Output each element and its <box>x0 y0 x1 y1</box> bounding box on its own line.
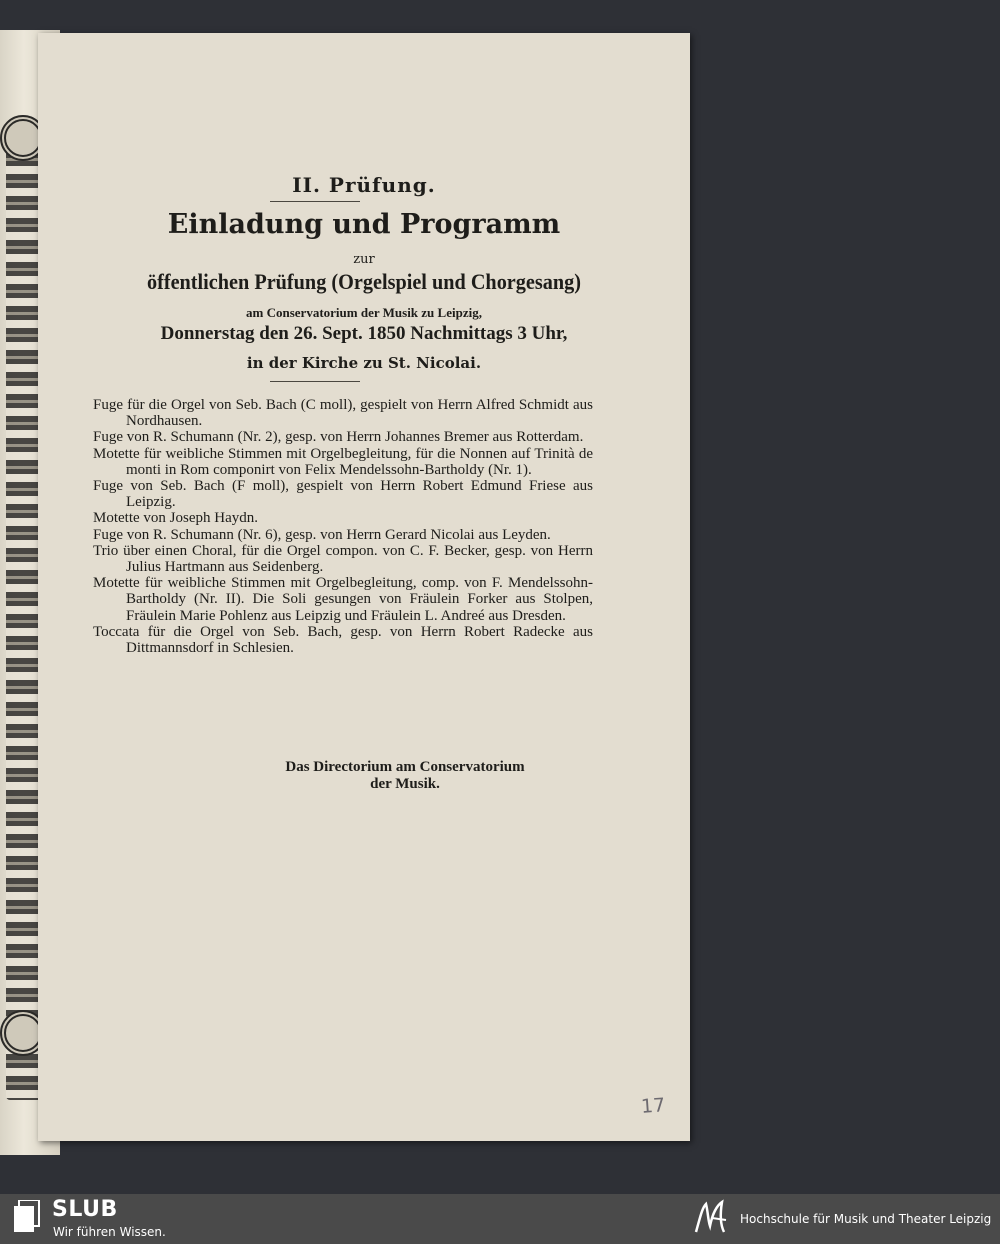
program-item: Motette von Joseph Haydn. <box>93 510 258 527</box>
library-name[interactable]: SLUB <box>52 1197 118 1222</box>
program-item: Toccata für die Orgel von Seb. Bach, gesp. von Herrn Robert Radecke aus Dittmannsdorf in Schlesien. <box>93 623 593 657</box>
institution-line: am Conservatorium der Musik zu Leipzig, <box>246 305 482 320</box>
venue-line: in der Kirche zu St. Nicolai. <box>246 354 482 372</box>
signature-line-1: Das Directorium am Conservatorium <box>285 759 525 775</box>
invitation-title: Einladung und Programm <box>167 209 561 240</box>
program-item: Fuge von R. Schumann (Nr. 2), gesp. von Herrn Johannes Bremer aus Rotterdam. <box>93 429 584 446</box>
footer-bar <box>0 1194 1000 1244</box>
program-item: Trio über einen Choral, für die Orgel compon. von C. F. Becker, gesp. von Herrn Julius Hartmann aus Seidenberg. <box>93 542 593 576</box>
program-item: Fuge von Seb. Bach (F moll), gespielt von Herrn Robert Edmund Friese aus Leipzig. <box>93 478 593 511</box>
date-line: Donnerstag den 26. Sept. 1850 Nachmittags 3 Uhr, <box>160 323 568 344</box>
page-number: 17 <box>640 1094 666 1118</box>
document-page <box>38 33 690 1141</box>
partner-name[interactable]: Hochschule für Musik und Theater Leipzig <box>740 1212 992 1226</box>
program-list <box>93 397 593 656</box>
signature <box>38 759 690 793</box>
exam-heading: II. Prüfung. <box>292 173 436 197</box>
program-item: Motette für weibliche Stimmen mit Orgelbegleitung, comp. von F. Mendelssohn-Bartholdy (Nr. II). Die Soli gesungen von Fräulein Forker aus Stolpen, Fräulein Marie Pohlenz aus Leipzig und Fräulein L. Andreé aus Dresden. <box>93 575 593 624</box>
program-item: Fuge für die Orgel von Seb. Bach (C moll), gespielt von Herrn Alfred Schmidt aus Nordhausen. <box>93 397 593 430</box>
signature-line-2: der Musik. <box>370 776 440 792</box>
hmt-logo-icon[interactable] <box>692 1198 730 1238</box>
library-slogan: Wir führen Wissen. <box>53 1225 166 1239</box>
slub-logo-icon[interactable] <box>14 1200 40 1232</box>
program-item: Motette für weibliche Stimmen mit Orgelbegleitung, für die Nonnen auf Trinità de monti in Rom componirt von Felix Mendelssohn-Bartholdy (Nr. 1). <box>93 445 593 478</box>
binding-decoration <box>6 130 42 1100</box>
program-item: Fuge von R. Schumann (Nr. 6), gesp. von Herrn Gerard Nicolai aus Leyden. <box>93 526 551 543</box>
connector-text: zur <box>353 252 375 267</box>
exam-subtitle: öffentlichen Prüfung (Orgelspiel und Chorgesang) <box>146 269 582 294</box>
divider-bottom <box>270 381 360 382</box>
divider-top <box>270 201 360 202</box>
